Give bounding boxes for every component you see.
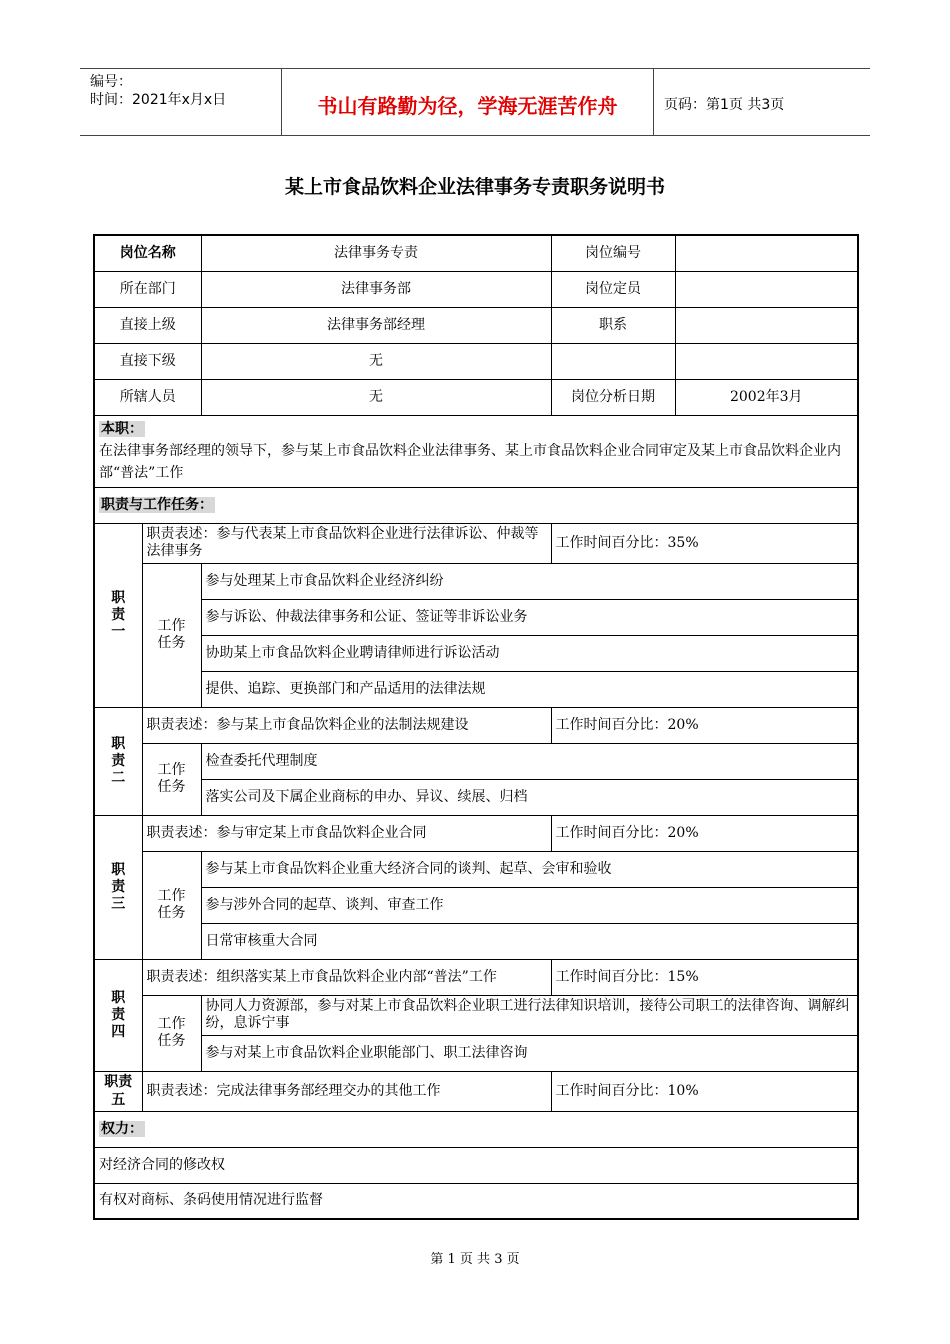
task-row (94, 887, 858, 923)
page-header (80, 68, 870, 136)
duty-description: 职责表述：参与代表某上市食品饮料企业进行法律诉讼、仲裁等法律事务 (142, 523, 551, 563)
power-item: 有权对商标、条码使用情况进行监督 (94, 1183, 858, 1219)
info-row (94, 343, 858, 379)
duty-name: 职责三 (94, 815, 142, 959)
power-row (94, 1147, 858, 1183)
info-value: 无 (201, 379, 551, 415)
info-label (551, 343, 675, 379)
duty-description: 职责表述：组织落实某上市食品饮料企业内部“普法”工作 (142, 959, 551, 995)
info-value (675, 343, 858, 379)
duty-percentage: 工作时间百分比：10% (551, 1071, 858, 1111)
info-value (675, 271, 858, 307)
duty-row (94, 815, 858, 851)
duty-percentage: 工作时间百分比：15% (551, 959, 858, 995)
task-item: 参与涉外合同的起草、谈判、审查工作 (201, 887, 858, 923)
info-row (94, 271, 858, 307)
info-row (94, 379, 858, 415)
task-item: 提供、追踪、更换部门和产品适用的法律法规 (201, 671, 858, 707)
task-label: 工作任务 (142, 563, 201, 707)
duty-description: 职责表述：参与某上市食品饮料企业的法制法规建设 (142, 707, 551, 743)
task-row (94, 563, 858, 599)
duty-description: 职责表述：参与审定某上市食品饮料企业合同 (142, 815, 551, 851)
task-label: 工作任务 (142, 995, 201, 1071)
task-item: 参与某上市食品饮料企业重大经济合同的谈判、起草、会审和验收 (201, 851, 858, 887)
task-row (94, 635, 858, 671)
header-page-number: 页码：第1页 共3页 (664, 97, 785, 113)
power-item: 对经济合同的修改权 (94, 1147, 858, 1183)
duty-percentage: 工作时间百分比：20% (551, 707, 858, 743)
task-row (94, 923, 858, 959)
duty-row (94, 959, 858, 995)
info-label: 岗位分析日期 (551, 379, 675, 415)
task-item: 参与诉讼、仲裁法律事务和公证、签证等非诉讼业务 (201, 599, 858, 635)
duty-row (94, 523, 858, 563)
duty-percentage: 工作时间百分比：20% (551, 815, 858, 851)
info-value: 法律事务专责 (201, 235, 551, 271)
task-item: 日常审核重大合同 (201, 923, 858, 959)
duty-name: 职责一 (94, 523, 142, 707)
info-value: 法律事务部经理 (201, 307, 551, 343)
task-item: 协同人力资源部，参与对某上市食品饮料企业职工进行法律知识培训，接待公司职工的法律咨询、调解纠纷，息诉宁事 (201, 995, 858, 1035)
info-row (94, 307, 858, 343)
power-row (94, 1183, 858, 1219)
task-item: 参与对某上市食品饮料企业职能部门、职工法律咨询 (201, 1035, 858, 1071)
info-label: 所在部门 (94, 271, 201, 307)
header-meta (80, 69, 282, 135)
duties-heading-row (94, 487, 858, 523)
info-label: 直接下级 (94, 343, 201, 379)
powers-heading: 权力： (94, 1111, 858, 1147)
duty-name: 职责四 (94, 959, 142, 1071)
summary-row (94, 415, 858, 487)
info-value: 2002年3月 (675, 379, 858, 415)
task-row (94, 599, 858, 635)
task-label: 工作任务 (142, 851, 201, 959)
powers-heading-row (94, 1111, 858, 1147)
duty-row (94, 1071, 858, 1111)
job-description-table (93, 234, 859, 1220)
page-footer: 第 1 页 共 3 页 (430, 1252, 520, 1267)
summary-text: 在法律事务部经理的领导下，参与某上市食品饮料企业法律事务、某上市食品饮料企业合同审定及某上市食品饮料企业内部“普法”工作 (99, 442, 841, 481)
info-label: 岗位定员 (551, 271, 675, 307)
info-label: 职系 (551, 307, 675, 343)
document-title: 某上市食品饮料企业法律事务专责职务说明书 (284, 176, 665, 198)
task-row (94, 743, 858, 779)
info-value: 无 (201, 343, 551, 379)
task-item: 落实公司及下属企业商标的申办、异议、续展、归档 (201, 779, 858, 815)
task-row (94, 995, 858, 1035)
info-label: 岗位编号 (551, 235, 675, 271)
duty-name: 职责二 (94, 707, 142, 815)
task-row (94, 851, 858, 887)
task-row (94, 671, 858, 707)
duty-row (94, 707, 858, 743)
duty-name: 职责五 (94, 1071, 142, 1111)
header-motto: 书山有路勤为径，学海无涯苦作舟 (282, 69, 654, 135)
task-item: 检查委托代理制度 (201, 743, 858, 779)
task-row (94, 779, 858, 815)
info-row (94, 235, 858, 271)
task-item: 参与处理某上市食品饮料企业经济纠纷 (201, 563, 858, 599)
task-row (94, 1035, 858, 1071)
duty-description: 职责表述：完成法律事务部经理交办的其他工作 (142, 1071, 551, 1111)
document-number: 编号： (90, 74, 132, 90)
summary-cell (94, 415, 858, 487)
info-label: 直接上级 (94, 307, 201, 343)
document-time: 时间：2021年x月x日 (90, 92, 227, 108)
task-label: 工作任务 (142, 743, 201, 815)
summary-heading: 本职： (101, 420, 143, 437)
task-item: 协助某上市食品饮料企业聘请律师进行诉讼活动 (201, 635, 858, 671)
info-value (675, 307, 858, 343)
info-label: 岗位名称 (94, 235, 201, 271)
info-value (675, 235, 858, 271)
info-value: 法律事务部 (201, 271, 551, 307)
duties-heading: 职责与工作任务： (94, 487, 858, 523)
duty-percentage: 工作时间百分比：35% (551, 523, 858, 563)
info-label: 所辖人员 (94, 379, 201, 415)
